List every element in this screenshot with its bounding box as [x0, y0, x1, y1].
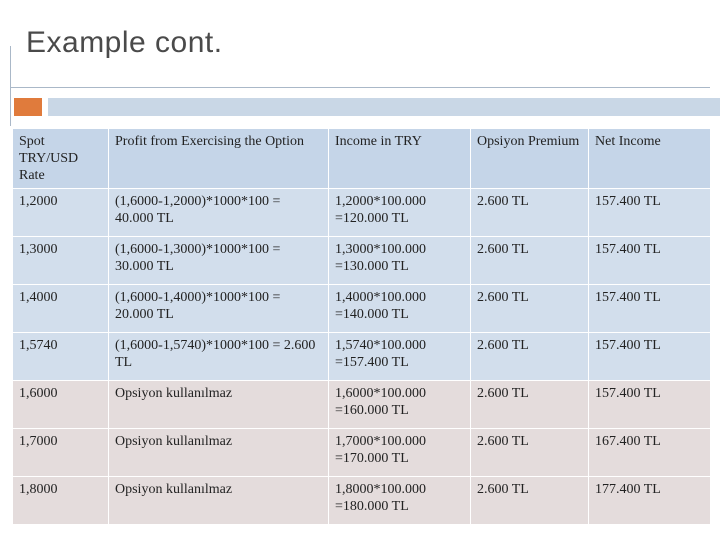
cell-net-income: 167.400 TL — [589, 429, 711, 477]
cell-income: 1,6000*100.000 =160.000 TL — [329, 381, 471, 429]
cell-premium: 2.600 TL — [471, 477, 589, 525]
cell-spot-rate: 1,5740 — [13, 333, 109, 381]
cell-income: 1,3000*100.000 =130.000 TL — [329, 237, 471, 285]
cell-income: 1,8000*100.000 =180.000 TL — [329, 477, 471, 525]
cell-profit: (1,6000-1,5740)*1000*100 = 2.600 TL — [109, 333, 329, 381]
cell-profit: Opsiyon kullanılmaz — [109, 429, 329, 477]
table-row — [13, 189, 711, 237]
cell-profit: (1,6000-1,2000)*1000*100 = 40.000 TL — [109, 189, 329, 237]
frame-top-line — [10, 87, 710, 88]
cell-profit: (1,6000-1,4000)*1000*100 = 20.000 TL — [109, 285, 329, 333]
cell-income: 1,2000*100.000 =120.000 TL — [329, 189, 471, 237]
cell-net-income: 157.400 TL — [589, 381, 711, 429]
cell-income: 1,5740*100.000 =157.400 TL — [329, 333, 471, 381]
income-table — [12, 128, 711, 525]
cell-profit: Opsiyon kullanılmaz — [109, 477, 329, 525]
header-net-income: Net Income — [589, 129, 711, 189]
table-row — [13, 381, 711, 429]
cell-net-income: 157.400 TL — [589, 189, 711, 237]
accent-bar-orange — [14, 98, 42, 116]
cell-spot-rate: 1,2000 — [13, 189, 109, 237]
header-income: Income in TRY — [329, 129, 471, 189]
header-profit: Profit from Exercising the Option — [109, 129, 329, 189]
cell-premium: 2.600 TL — [471, 381, 589, 429]
cell-premium: 2.600 TL — [471, 429, 589, 477]
cell-premium: 2.600 TL — [471, 333, 589, 381]
accent-bar-blue — [48, 98, 720, 116]
cell-spot-rate: 1,7000 — [13, 429, 109, 477]
header-premium: Opsiyon Premium — [471, 129, 589, 189]
cell-profit: (1,6000-1,3000)*1000*100 = 30.000 TL — [109, 237, 329, 285]
table-row — [13, 429, 711, 477]
table-row — [13, 333, 711, 381]
cell-profit: Opsiyon kullanılmaz — [109, 381, 329, 429]
slide-title: Example cont. — [26, 26, 223, 59]
cell-income: 1,4000*100.000 =140.000 TL — [329, 285, 471, 333]
header-spot-rate: Spot TRY/USD Rate — [13, 129, 109, 189]
cell-premium: 2.600 TL — [471, 237, 589, 285]
cell-spot-rate: 1,6000 — [13, 381, 109, 429]
table-row — [13, 285, 711, 333]
cell-premium: 2.600 TL — [471, 285, 589, 333]
cell-net-income: 177.400 TL — [589, 477, 711, 525]
table-header-row — [13, 129, 711, 189]
cell-spot-rate: 1,4000 — [13, 285, 109, 333]
cell-net-income: 157.400 TL — [589, 285, 711, 333]
cell-spot-rate: 1,8000 — [13, 477, 109, 525]
frame-left-line — [10, 46, 11, 126]
cell-net-income: 157.400 TL — [589, 333, 711, 381]
cell-spot-rate: 1,3000 — [13, 237, 109, 285]
table-row — [13, 237, 711, 285]
cell-net-income: 157.400 TL — [589, 237, 711, 285]
cell-income: 1,7000*100.000 =170.000 TL — [329, 429, 471, 477]
cell-premium: 2.600 TL — [471, 189, 589, 237]
table-row — [13, 477, 711, 525]
